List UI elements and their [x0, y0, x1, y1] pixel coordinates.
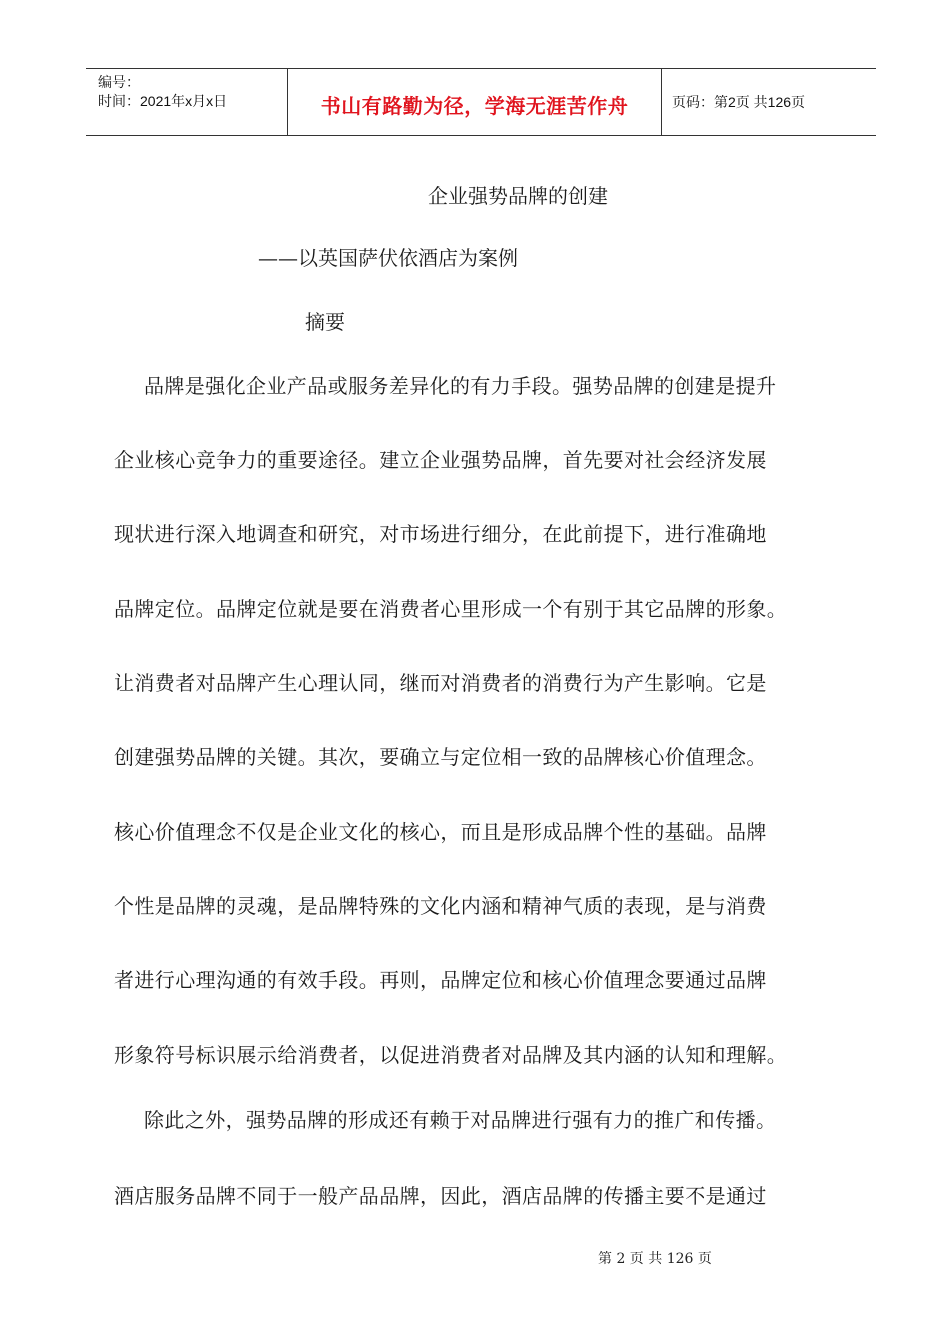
header-page-cell: [662, 69, 876, 135]
body-line: 让消费者对品牌产生心理认同，继而对消费者的消费行为产生影响。它是: [114, 671, 767, 695]
page-info: 页码：第2页 共126页: [672, 94, 806, 110]
body-line: 核心价值理念不仅是企业文化的核心，而且是形成品牌个性的基础。品牌: [114, 820, 767, 844]
body-line: 形象符号标识展示给消费者，以促进消费者对品牌及其内涵的认知和理解。: [114, 1043, 788, 1067]
body-line: 创建强势品牌的关键。其次，要确立与定位相一致的品牌核心价值理念。: [114, 745, 767, 769]
page-header: [86, 68, 876, 136]
page-footer: 第 2 页 共 126 页: [598, 1251, 712, 1267]
body-line: 个性是品牌的灵魂，是品牌特殊的文化内涵和精神气质的表现，是与消费: [114, 894, 767, 918]
document-subtitle: ——以英国萨伏依酒店为案例: [258, 246, 518, 270]
body-line: 品牌是强化企业产品或服务差异化的有力手段。强势品牌的创建是提升: [144, 374, 777, 398]
motto-text: 书山有路勤为径，学海无涯苦作舟: [320, 93, 629, 118]
body-line: 者进行心理沟通的有效手段。再则，品牌定位和核心价值理念要通过品牌: [114, 968, 767, 992]
body-line: 酒店服务品牌不同于一般产品品牌，因此，酒店品牌的传播主要不是通过: [114, 1184, 767, 1208]
document-title: 企业强势品牌的创建: [428, 184, 608, 208]
time-label: 时间：2021年x月x日: [98, 93, 228, 109]
header-motto-cell: [288, 69, 662, 135]
number-label: 编号：: [98, 74, 140, 90]
header-meta-cell: [86, 69, 288, 135]
body-line: 品牌定位。品牌定位就是要在消费者心里形成一个有别于其它品牌的形象。: [114, 597, 788, 621]
body-line: 企业核心竞争力的重要途径。建立企业强势品牌，首先要对社会经济发展: [114, 448, 767, 472]
body-line: 除此之外，强势品牌的形成还有赖于对品牌进行强有力的推广和传播。: [144, 1108, 777, 1132]
body-line: 现状进行深入地调查和研究，对市场进行细分，在此前提下，进行准确地: [114, 522, 767, 546]
abstract-heading: 摘要: [305, 310, 345, 334]
